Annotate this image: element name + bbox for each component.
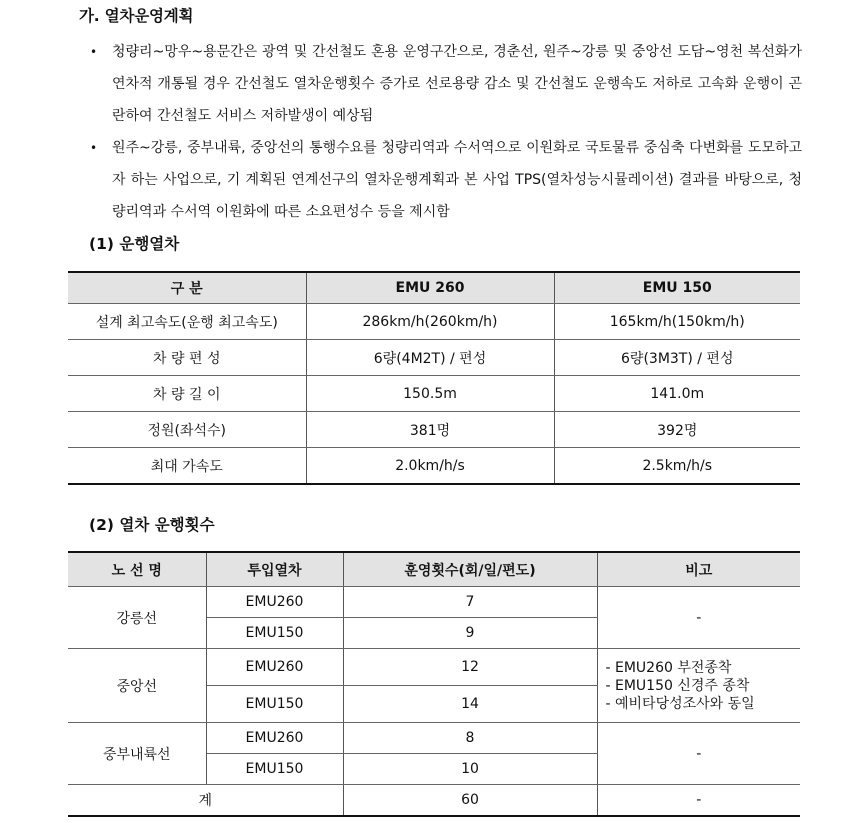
note-cell: - <box>597 723 800 785</box>
note-cell: - <box>597 785 800 817</box>
bullet-text: 청량리~망우~용문간은 광역 및 간선철도 혼용 운영구간으로, 경춘선, 원주~강릉 및 중앙선 도담~영천 복선화가 연차적 개통될 경우 간선철도 열차운행횟수 증가로 선로용량 감소 및 간선철도 운행속도 저하로 고속화 운행이 곤란하여 간선철도 서비스 저하발생이 예상됨 <box>112 44 802 124</box>
total-value-cell: 60 <box>343 785 597 817</box>
header-cell: EMU 260 <box>306 272 554 304</box>
table-cell: 150.5m <box>306 376 554 412</box>
table-cell: EMU260 <box>206 723 343 754</box>
header-cell: EMU 150 <box>554 272 800 304</box>
table-cell: 9 <box>343 618 597 649</box>
table-cell: EMU260 <box>206 587 343 618</box>
table-row <box>68 376 800 412</box>
note-cell: - <box>597 587 800 649</box>
table-cell: 정원(좌석수) <box>68 412 306 448</box>
table-cell: 6량(3M3T) / 편성 <box>554 340 800 376</box>
bullet-list <box>90 36 802 228</box>
table-row <box>68 304 800 340</box>
table-row <box>68 649 800 686</box>
train-frequency-table <box>68 551 800 817</box>
bullet-item <box>90 36 802 132</box>
header-cell: 노 선 명 <box>68 552 206 587</box>
bullet-marker: • <box>90 45 98 59</box>
table-cell: EMU260 <box>206 649 343 686</box>
table-row <box>68 587 800 618</box>
table-header-row <box>68 272 800 304</box>
table-cell: 차 량 길 이 <box>68 376 306 412</box>
note-line: - 예비타당성조사와 동일 <box>605 695 755 712</box>
table-row <box>68 340 800 376</box>
section-title: 가. 열차운영계획 <box>79 7 194 25</box>
table-cell: 차 량 편 성 <box>68 340 306 376</box>
table-cell: 381명 <box>306 412 554 448</box>
table-cell: EMU150 <box>206 618 343 649</box>
table-cell: 최대 가속도 <box>68 448 306 485</box>
header-cell: 구 분 <box>68 272 306 304</box>
bullet-item <box>90 132 802 228</box>
table1-title: (1) 운행열차 <box>89 235 180 253</box>
line-name-cell: 중앙선 <box>68 649 206 723</box>
table-cell: 6량(4M2T) / 편성 <box>306 340 554 376</box>
table2-title: (2) 열차 운행횟수 <box>89 516 215 534</box>
header-cell: 훈영횟수(회/일/편도) <box>343 552 597 587</box>
table-cell: 14 <box>343 686 597 723</box>
table-cell: 392명 <box>554 412 800 448</box>
note-line: - EMU150 신경주 종착 <box>605 677 750 694</box>
table-cell: 8 <box>343 723 597 754</box>
table-cell: 7 <box>343 587 597 618</box>
bullet-text: 원주~강릉, 중부내륙, 중앙선의 통행수요를 청량리역과 수서역으로 이원화로 국토물류 중심축 다변화를 도모하고자 하는 사업으로, 기 계획된 연계선구의 열차운행계획과 본 사업 TPS(열차성능시뮬레이션) 결과를 바탕으로, 청량리역과 수서역 이원화에 따른 소요편성수 등을 제시함 <box>112 140 802 220</box>
table-row <box>68 723 800 754</box>
table-cell: 10 <box>343 754 597 785</box>
line-name-cell: 중부내륙선 <box>68 723 206 785</box>
table-header-row <box>68 552 800 587</box>
header-cell: 투입열차 <box>206 552 343 587</box>
table-cell: EMU150 <box>206 686 343 723</box>
table-cell: 141.0m <box>554 376 800 412</box>
table-cell: 165km/h(150km/h) <box>554 304 800 340</box>
note-line: - EMU260 부전종착 <box>605 659 732 676</box>
table-cell: 12 <box>343 649 597 686</box>
table-cell: 2.5km/h/s <box>554 448 800 485</box>
table-row <box>68 412 800 448</box>
table-cell: EMU150 <box>206 754 343 785</box>
table-row <box>68 448 800 485</box>
table-cell: 286km/h(260km/h) <box>306 304 554 340</box>
total-row <box>68 785 800 817</box>
total-label-cell: 계 <box>68 785 343 817</box>
note-cell <box>597 649 800 723</box>
line-name-cell: 강릉선 <box>68 587 206 649</box>
table-cell: 설계 최고속도(운행 최고속도) <box>68 304 306 340</box>
bullet-marker: • <box>90 141 98 155</box>
header-cell: 비고 <box>597 552 800 587</box>
table-cell: 2.0km/h/s <box>306 448 554 485</box>
train-spec-table <box>68 271 800 485</box>
